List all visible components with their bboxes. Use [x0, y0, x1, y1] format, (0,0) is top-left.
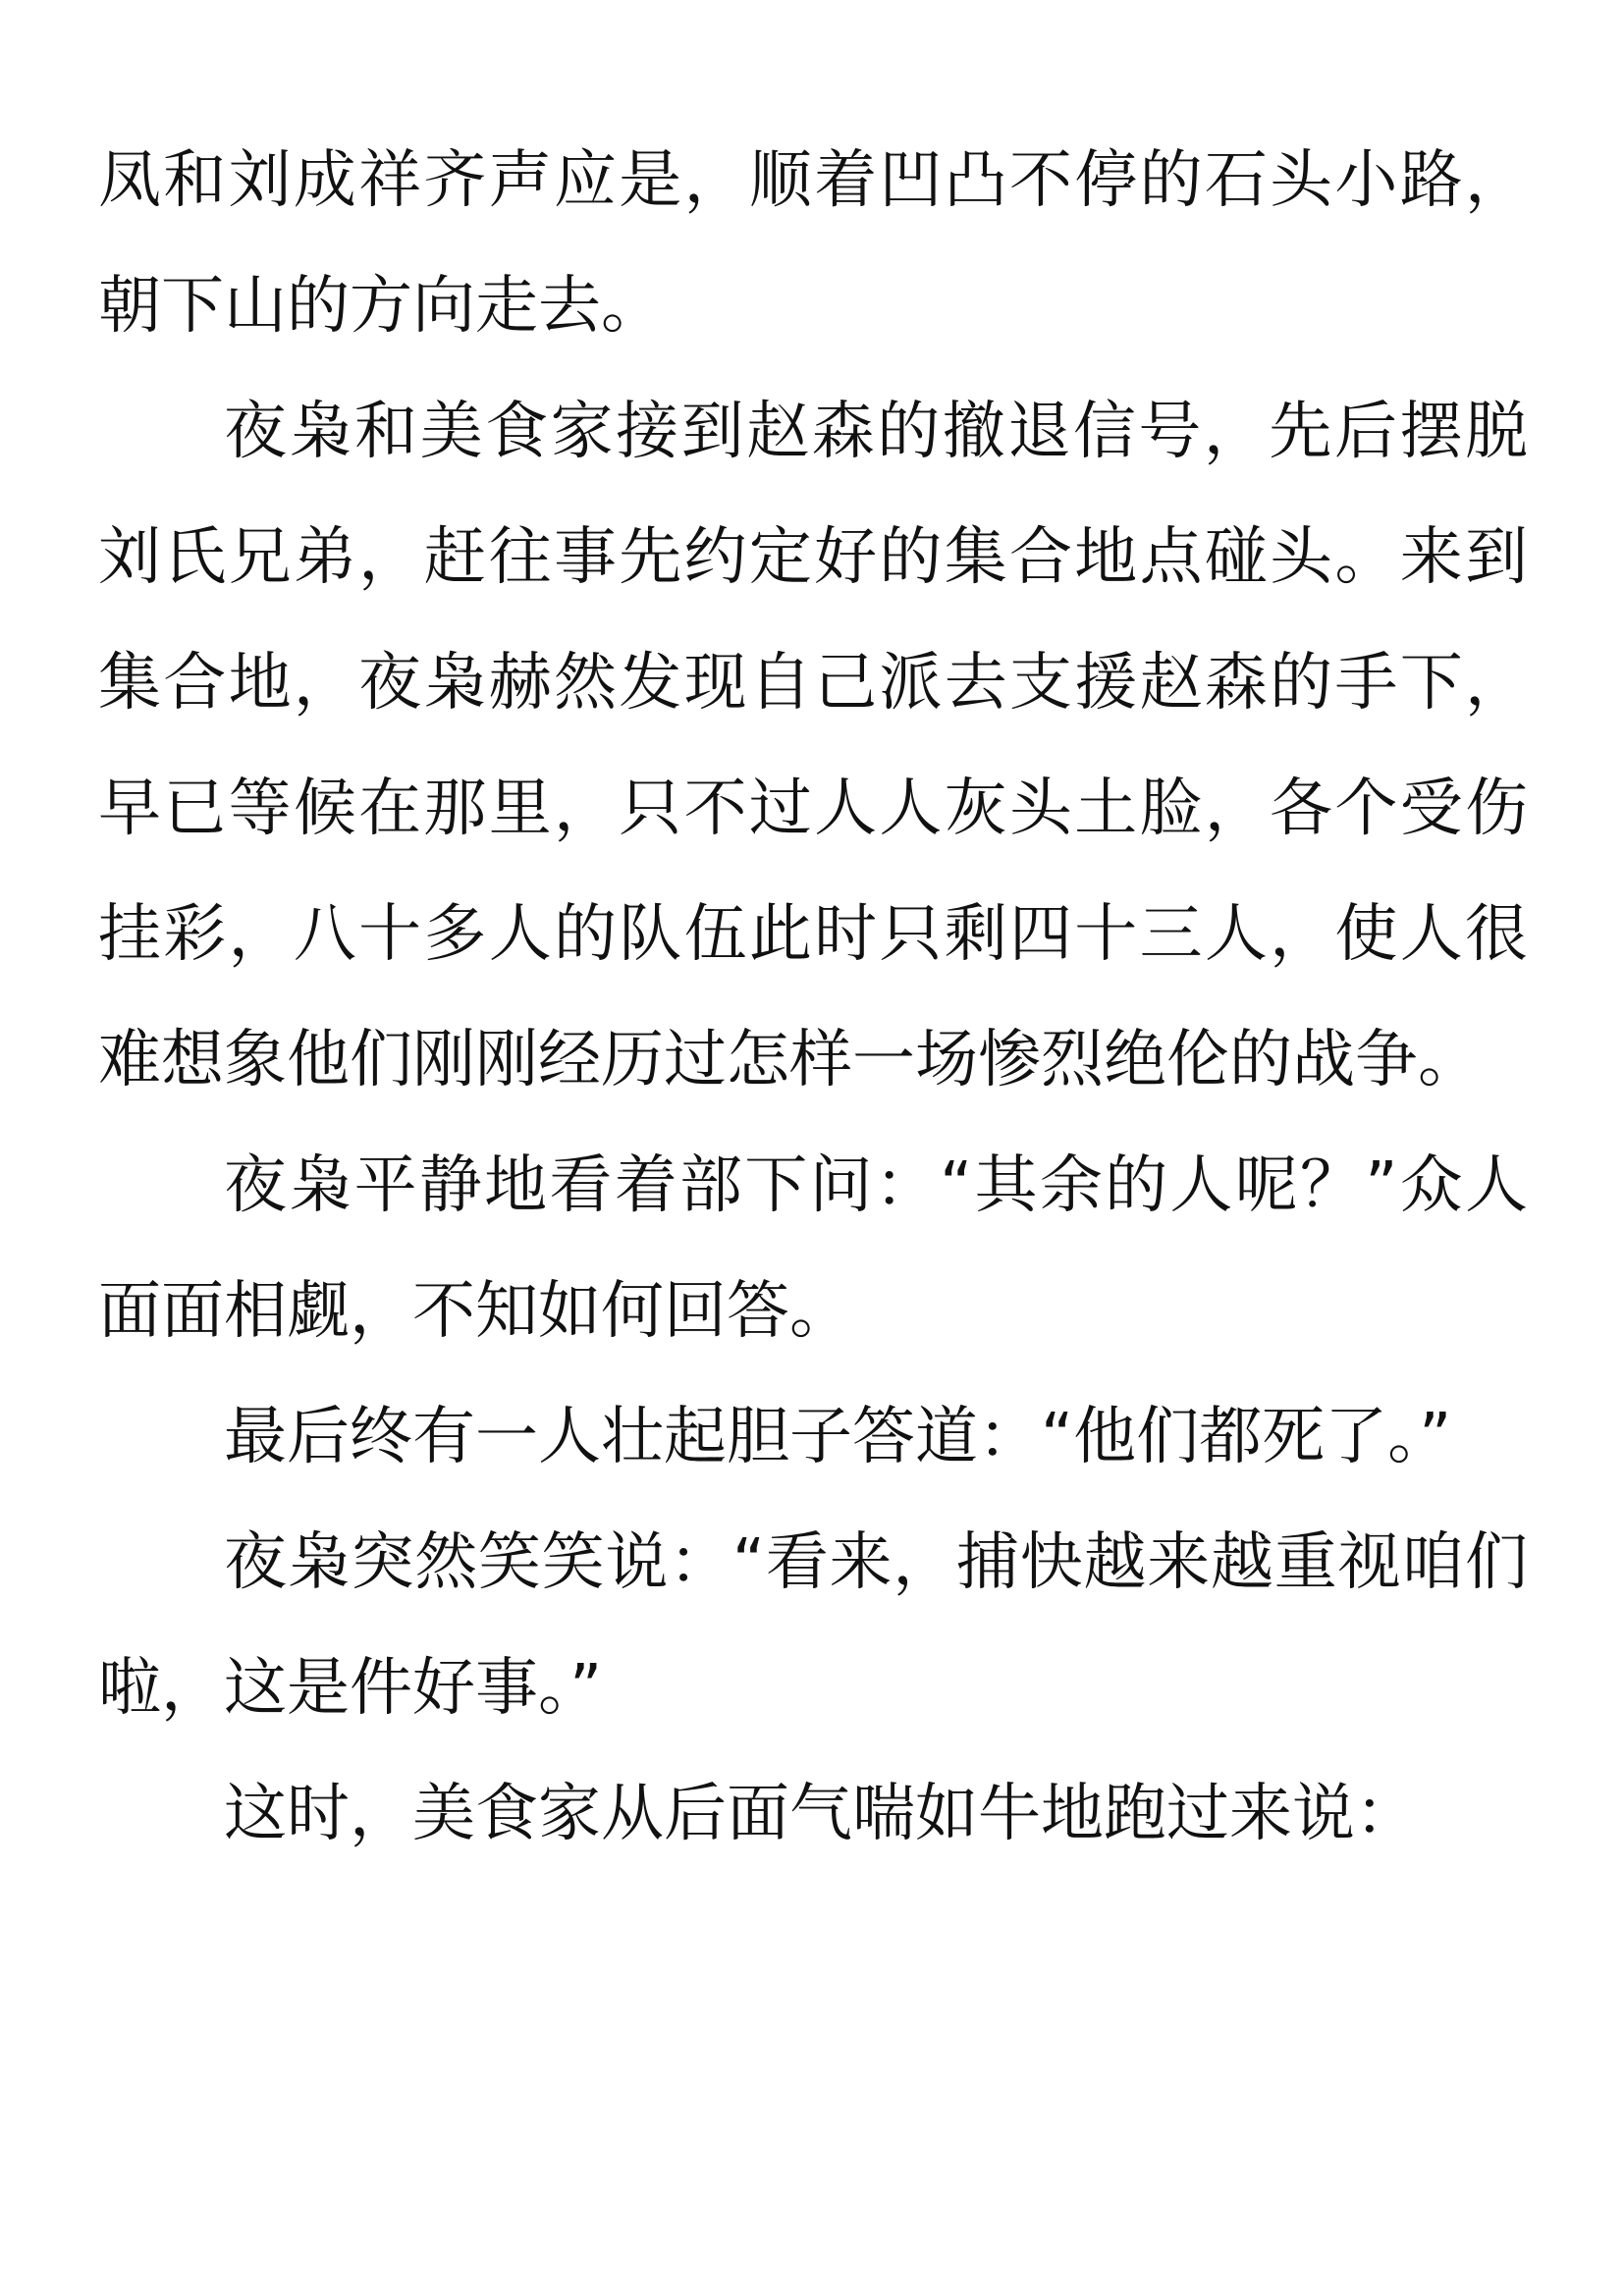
document-body	[98, 118, 1528, 1877]
paragraph-4: 最后终有一人壮起胆子答道：“他们都死了。”	[224, 1401, 1452, 1473]
paragraph-1: 凤和刘成祥齐声应是，顺着凹凸不停的石头小路，朝下山的方向走去。	[98, 144, 1528, 343]
paragraph-5: 夜枭突然笑笑说：“看来，捕快越来越重视咱们啦，这是件好事。”	[98, 1526, 1528, 1725]
paragraph-3: 夜枭平静地看着部下问：“其余的人呢？”众人面面相觑，不知如何回答。	[98, 1149, 1528, 1348]
paragraph-2: 夜枭和美食家接到赵森的撤退信号，先后摆脱刘氏兄弟，赶往事先约定好的集合地点碰头。来到集合地，夜枭赫然发现自己派去支援赵森的手下，早已等候在那里，只不过人人灰头土脸，各个受伤挂彩，八十多人的队伍此时只剩四十三人，使人很难想象他们刚刚经历过怎样一场惨烈绝伦的战争。	[98, 396, 1528, 1096]
paragraph-6: 这时，美食家从后面气喘如牛地跑过来说：	[224, 1778, 1418, 1850]
